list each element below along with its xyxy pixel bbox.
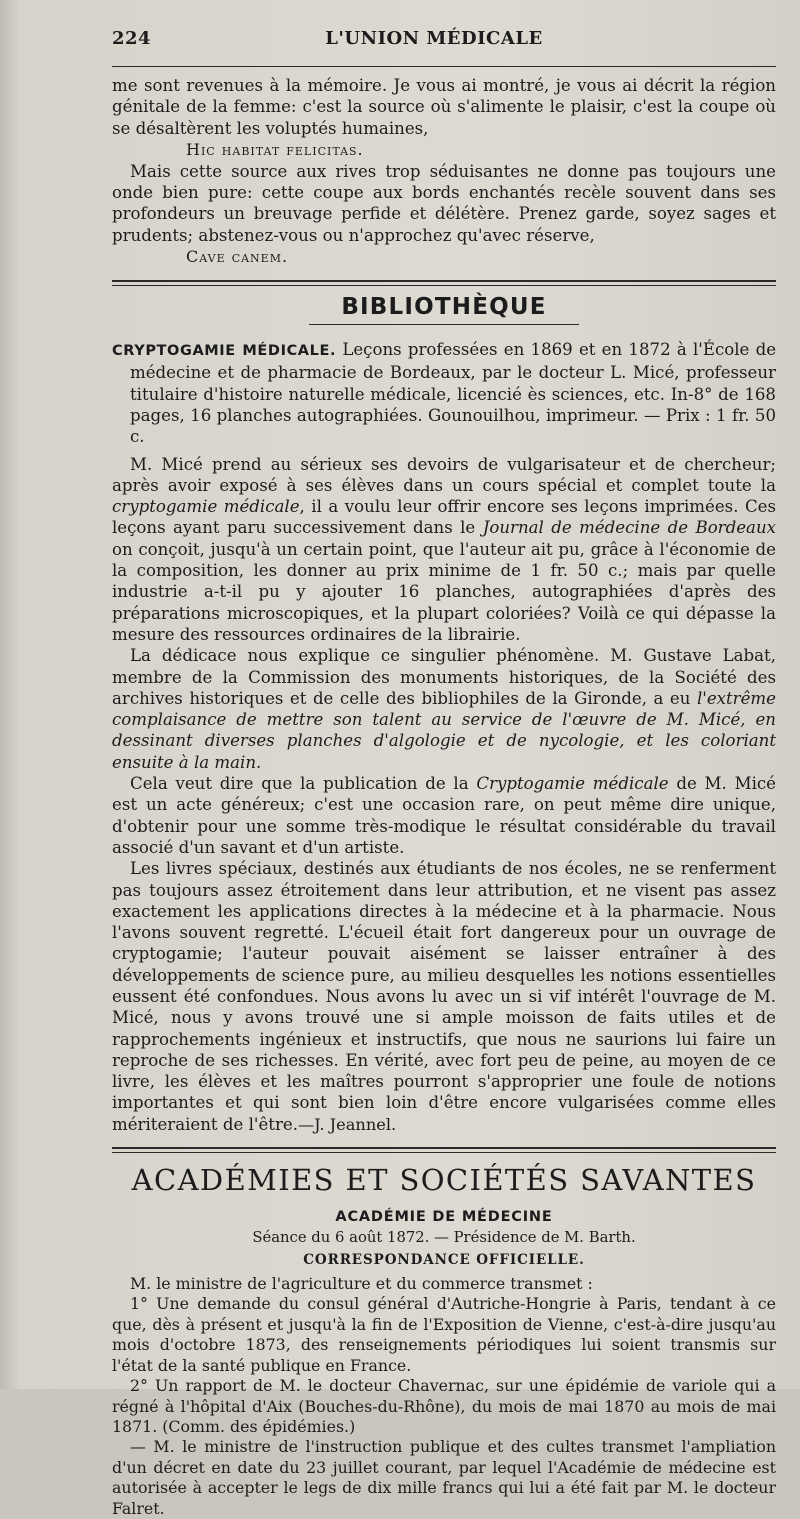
page-header	[112, 28, 776, 60]
section-title: BIBLIOTHÈQUE	[341, 294, 547, 321]
minutes-paragraph: — M. le ministre de l'instruction publique et des cultes transmet l'ampliation d'un décret en date du 23 juillet courant, par lequel l'Académie de médecine est autorisée à accepter le legs de dix mille francs qui lui a été fait par M. le docteur Falret.	[112, 1437, 776, 1518]
review-paragraph: Cela veut dire que la publication de la Cryptogamie médicale de M. Micé est un acte généreux; c'est une occasion rare, on peut même dire unique, d'obtenir pour une somme très-modique le résultat considérable du travail associé d'un savant et d'un artiste.	[112, 774, 776, 857]
session-line: Séance du 6 août 1872. — Présidence de M. Barth.	[252, 1229, 636, 1247]
header-rule	[112, 66, 776, 67]
signature: —J. Jeannel.	[297, 1114, 397, 1134]
intro-paragraph: Mais cette source aux rives trop séduisantes ne donne pas toujours une onde bien pure: cette coupe aux bords enchantés recèle souvent dans ses profondeurs un breuvage perfide et délétère. Prenez garde, soyez sages et prudents; abstenez-vous ou n'approchez qu'avec réserve,	[112, 161, 776, 245]
book-entry-label: CRYPTOGAMIE MÉDICALE.	[112, 343, 337, 360]
correspondence-heading: CORRESPONDANCE OFFICIELLE.	[303, 1252, 585, 1269]
section-title: ACADÉMIES ET SOCIÉTÉS SAVANTES	[131, 1163, 757, 1198]
book-entry	[112, 339, 776, 447]
academy-heading: ACADÉMIE DE MÉDECINE	[335, 1209, 553, 1226]
running-title: L'UNION MÉDICALE	[325, 28, 543, 49]
review-paragraph: Les livres spéciaux, destinés aux étudiants de nos écoles, ne se renferment pas toujours assez étroitement dans leur attribution, et ne visent pas assez exactement les applications directes à la médecine et à la pharmacie. Nous l'avons souvent regretté. L'écueil était fort dangereux pour un ouvrage de cryptogamie; l'auteur pouvait aisément se laisser entraîner à des développements de science pure, au milieu desquelles les notions essentielles eussent été confondues. Nous avons lu avec un si vif intérêt l'ouvrage de M. Micé, nous y avons trouvé une si ample moisson de faits utiles et de rapprochements ingénieux et instructifs, que nous ne saurions lui faire un reproche de ses richesses. En vérité, avec fort peu de peine, au moyen de ce livre, les élèves et les maîtres pourront s'approprier une foule de notions importantes et qui sont bien loin d'être encore vulgarisées comme elles mériteraient de l'être.—J. Jeannel.	[112, 859, 776, 1134]
review-paragraph: M. Micé prend au sérieux ses devoirs de vulgarisateur et de chercheur; après avoir exposé à ses élèves dans un cours spécial et complet toute la cryptogamie médicale, il a voulu leur offrir encore ses leçons imprimées. Ces leçons ayant paru successivement dans le Journal de médecine de Bordeaux on conçoit, jusqu'à un certain point, que l'auteur ait pu, grâce à l'économie de la composition, les donner au prix minime de 1 fr. 50 c.; mais par quelle industrie a-t-il pu y ajouter 16 planches, autographiées d'après des préparations microscopiques, et la plupart coloriées? Voilà ce qui dépasse la mesure des ressources ordinaires de la librairie.	[112, 454, 776, 644]
review-paragraph: La dédicace nous explique ce singulier phénomène. M. Gustave Labat, membre de la Commission des monuments historiques, de la Société des archives historiques et de celle des bibliophiles de la Gironde, a eu l'extrême complaisance de mettre son talent au service de l'œuvre de M. Micé, en dessinant diverses planches d'algologie et de nycologie, et les coloriant ensuite à la main.	[112, 646, 776, 772]
minutes-paragraph: M. le ministre de l'agriculture et du commerce transmet :	[130, 1274, 593, 1294]
minutes-paragraph: 1° Une demande du consul général d'Autriche-Hongrie à Paris, tendant à ce que, dès à présent et jusqu'à la fin de l'Exposition de Vienne, c'est-à-dire jusqu'au mois d'octobre 1873, des renseignements périodiques lui soient transmis sur l'état de la santé publique en France.	[112, 1294, 776, 1375]
title-underline	[309, 324, 579, 325]
page-number: 224	[112, 28, 152, 49]
section-divider	[112, 280, 776, 286]
motto: Hic habitat felicitas.	[186, 139, 364, 159]
intro-paragraph: me sont revenues à la mémoire. Je vous ai montré, je vous ai décrit la région génitale de la femme: c'est la source où s'alimente le plaisir, c'est la coupe où se désaltèrent les voluptés humaines,	[112, 76, 776, 138]
minutes-paragraph: 2° Un rapport de M. le docteur Chavernac, sur une épidémie de variole qui a régné à l'hôpital d'Aix (Bouches-du-Rhône), du mois de mai 1870 au mois de mai 1871. (Comm. des épidémies.)	[112, 1376, 776, 1436]
book-entry-text: Leçons professées en 1869 et en 1872 à l'École de médecine et de pharmacie de Bordeaux, par le docteur L. Micé, professeur titulaire d'histoire naturelle médicale, licencié ès sciences, etc. In-8° de 168 pages, 16 planches autographiées. Gounouilhou, imprimeur. — Prix : 1 fr. 50 c.	[130, 340, 777, 447]
motto: Cave canem.	[186, 247, 289, 267]
section-divider	[112, 1147, 776, 1153]
